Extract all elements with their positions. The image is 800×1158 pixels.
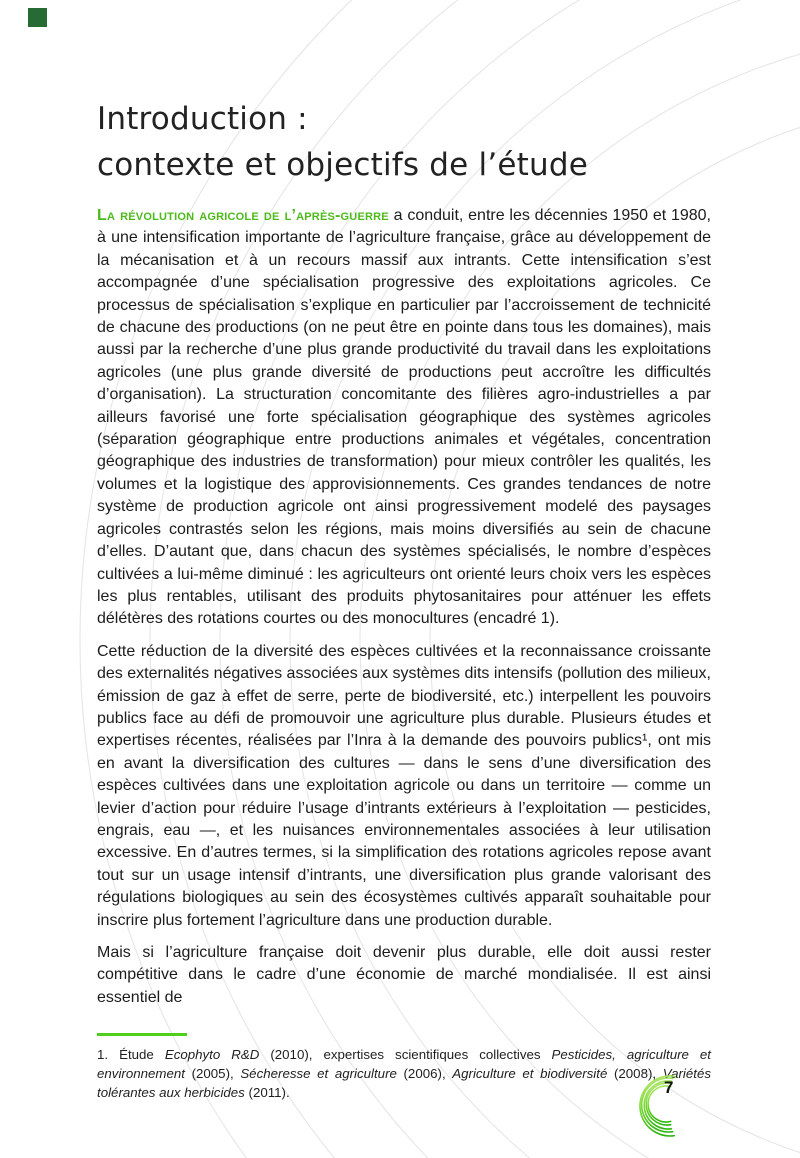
footnote-block [97,1033,711,1102]
footnote-text: 1. Étude Ecophyto R&D (2010), expertises scientifiques collectives Pesticides, agriculture et environnement (2005), Sécheresse et agriculture (2006), Agriculture et biodiversité (2008), Variétés tolérantes aux herbicides (2011). [97,1047,711,1101]
chapter-marker-square-icon [28,8,47,27]
paragraph-1-lead-smallcaps: La révolution agricole de l’après-guerre [97,207,389,224]
page-title-line2: contexte et objectifs de l’étude [97,147,589,183]
paragraph-2: Cette réduction de la diversité des espèces cultivées et la reconnaissance croissante des externalités négatives associées aux systèmes dits intensifs (pollution des milieux, émission de gaz à effet de serre, perte de biodiversité, etc.) interpellent les pouvoirs publics face au défi de promouvoir une agriculture plus durable. Plusieurs études et expertises récentes, réalisées par l’Inra à la demande des pouvoirs publics¹, ont mis en avant la diversification des cultures — dans le sens d’une diversification des espèces cultivées dans une exploitation agricole ou dans un territoire — comme un levier d’action pour réduire l’usage d’intrants extérieurs à l’exploitation — pesticides, engrais, eau —, et les nuisances environnementales associées à leur utilisation excessive. En d’autres termes, si la simplification des rotations agricoles repose avant tout sur un usage intensif d’intrants, une diversification plus grande valorisant des régulations biologiques au sein des écosystèmes cultivés apparaît souhaitable pour inscrire plus fortement l’agriculture dans une production durable. [97,642,711,929]
paragraph-1-text: a conduit, entre les décennies 1950 et 1980, à une intensification importante de l’agriculture française, grâce au développement de la mécanisation et à un recours massif aux intrants. Cette intensification s’est accompagnée d’une spécialisation progressive des exploitations agricoles. Ce processus de spécialisation s’explique en particulier par l’accroissement de technicité de chacune des productions (on ne peut être en pointe dans tous les domaines), mais aussi par la recherche d’une plus grande productivité du travail dans les exploitations agricoles (une plus grande diversité de productions peut accroître les difficultés d’organisation). La structuration concomitante des filières agro-industrielles a par ailleurs favorisé une forte spécialisation géographique des systèmes agricoles (séparation géographique entre productions animales et végétales, concentration géographique des industries de transformation) pour mieux contrôler les qualités, les volumes et la logistique des approvisionnements. Ces grandes tendances de notre système de production agricole ont ainsi progressivement modelé des paysages agricoles contrastés selon les régions, mais moins diversifiés au sein de chacune d’elles. D’autant que, dans chacun des systèmes spécialisés, le nombre d’espèces cultivées a lui-même diminué : les agriculteurs ont orienté leurs choix vers les espèces les plus rentables, utilisant des produits phytosanitaires pour atténuer les effets délétères des rotations courtes ou des monocultures (encadré 1). [97,207,712,628]
paragraph-1 [97,205,711,631]
page-title-line1: Introduction : [97,101,308,137]
page-title [97,96,737,188]
body-text [97,205,711,1102]
paragraph-3: Mais si l’agriculture française doit devenir plus durable, elle doit aussi rester compétitive dans le cadre d’une économie de marché mondialisée. Il est ainsi essentiel de [97,944,711,1006]
footnote-separator-rule [97,1033,187,1036]
page-number: 7 [664,1078,674,1097]
